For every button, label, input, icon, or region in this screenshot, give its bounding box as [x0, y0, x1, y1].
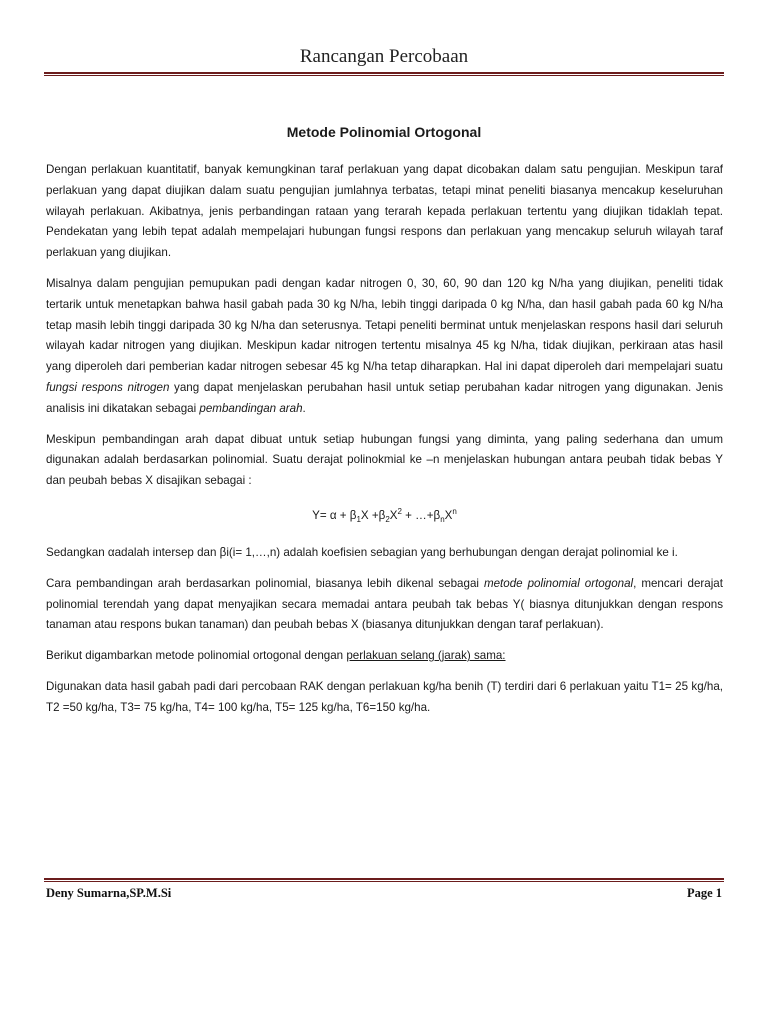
footer-rule [44, 878, 724, 880]
paragraph-2-italic-1: fungsi respons nitrogen [46, 380, 170, 394]
formula-sup: n [452, 506, 457, 516]
document-body [46, 160, 723, 729]
paragraph-5-text-a: Cara pembandingan arah berdasarkan polinomial, biasanya lebih dikenal sebagai [46, 576, 484, 590]
running-header: Rancangan Percobaan [299, 46, 469, 67]
paragraph-6-underline: perlakuan selang (jarak) sama: [346, 649, 506, 663]
paragraph-2 [46, 274, 723, 420]
footer-page-number: Page 1 [686, 886, 722, 900]
formula-part: X [389, 508, 398, 522]
footer-author: Deny Sumarna,SP.M.Si [46, 886, 172, 900]
formula-part: + …+β [401, 508, 441, 522]
paragraph-7: Digunakan data hasil gabah padi dari percobaan RAK dengan perlakuan kg/ha benih (T) terdiri dari 6 perlakuan yaitu T1= 25 kg/ha, T2 =50 kg/ha, T3= 75 kg/ha, T4= 100 kg/ha, T5= 125 kg/ha, T6=150 kg/ha. [46, 679, 723, 714]
paragraph-2-text-c: . [302, 401, 306, 415]
paragraph-2-italic-2: pembandingan arah [199, 401, 303, 415]
paragraph-3: Meskipun pembandingan arah dapat dibuat untuk setiap hubungan fungsi yang diminta, yang paling sederhana dan umum digunakan adalah berdasarkan polinomial. Suatu derajat polinokmial ke –n menjelaskan hubungan antara peubah tidak bebas Y dan peubah bebas X disajikan sebagai : [46, 432, 723, 488]
formula-part: X [444, 508, 453, 522]
formula-part: Y= α + β [312, 508, 357, 522]
paragraph-2-text-a: Misalnya dalam pengujian pemupukan padi dengan kadar nitrogen 0, 30, 60, 90 dan 120 kg N/ha yang diujikan, peneliti tidak tertarik untuk menetapkan bahwa hasil gabah pada 30 kg N/ha, lebih tinggi daripada 0 kg N/ha, dan hasil gabah pada 60 kg N/ha tetap masih lebih tinggi daripada 30 kg N/ha dan seterusnya. Tetapi peneliti berminat untuk menjelaskan respons hasil dari seluruh wilayah kadar nitrogen yang diujikan. Meskipun kadar nitrogen tertentu misalnya 45 kg N/ha, tidak diujikan, perkiraan atas hasil yang diperoleh dari pemberian kadar nitrogen sebesar 45 kg N/ha tetap diharapkan. Hal ini dapat diperoleh dari mempelajari suatu [46, 276, 723, 374]
paragraph-5-text-b: , mencari derajat polinomial terendah yang dapat menyajikan secara memadai antara peubah tak bebas Y( biasnya ditunjukkan dengan respons tanaman atau respons bukan tanaman) dan peubah bebas X (biasanya ditunjukkan dengan taraf perlakuan). [46, 576, 723, 632]
formula-part: X +β [360, 508, 386, 522]
paragraph-6 [46, 646, 723, 667]
section-title: Metode Polinomial Ortogonal [286, 124, 482, 140]
paragraph-5 [46, 574, 723, 636]
footer-rule-thin [44, 881, 724, 882]
formula-sup: 2 [397, 506, 402, 516]
formula-sub: 2 [385, 515, 390, 525]
paragraph-6-text: Berikut digambarkan metode polinomial ortogonal dengan [46, 649, 347, 663]
paragraph-2-text-b: yang dapat menjelaskan perubahan hasil untuk setiap perubahan kadar nitrogen yang digunakan. Jenis analisis ini dikatakan sebagai [46, 380, 723, 415]
formula-sub: 1 [356, 515, 361, 525]
header-rule-thin [44, 75, 724, 76]
formula-sub: n [440, 515, 445, 525]
header-rule [44, 72, 724, 74]
paragraph-4: Sedangkan αadalah intersep dan βi(i= 1,…,n) adalah koefisien sebagian yang berhubungan dengan derajat polinomial ke i. [46, 545, 678, 559]
paragraph-1: Dengan perlakuan kuantitatif, banyak kemungkinan taraf perlakuan yang dapat dicobakan dalam satu pengujian. Meskipun taraf perlakuan yang dapat diujikan dalam suatu pengujian jumlahnya terbatas, tetapi minat peneliti biasanya mencakup keseluruhan wilayah perlakuan. Akibatnya, jenis perbandingan rataan yang terarah kepada perlakuan tertentu yang diujikan tidaklah tepat. Pendekatan yang lebih tepat adalah mempelajari hubungan fungsi respons dan perlakuan yang mencakup seluruh wilayah taraf perlakuan yang diujikan. [46, 163, 723, 260]
polynomial-formula [46, 502, 723, 531]
paragraph-5-italic: metode polinomial ortogonal [483, 576, 634, 590]
